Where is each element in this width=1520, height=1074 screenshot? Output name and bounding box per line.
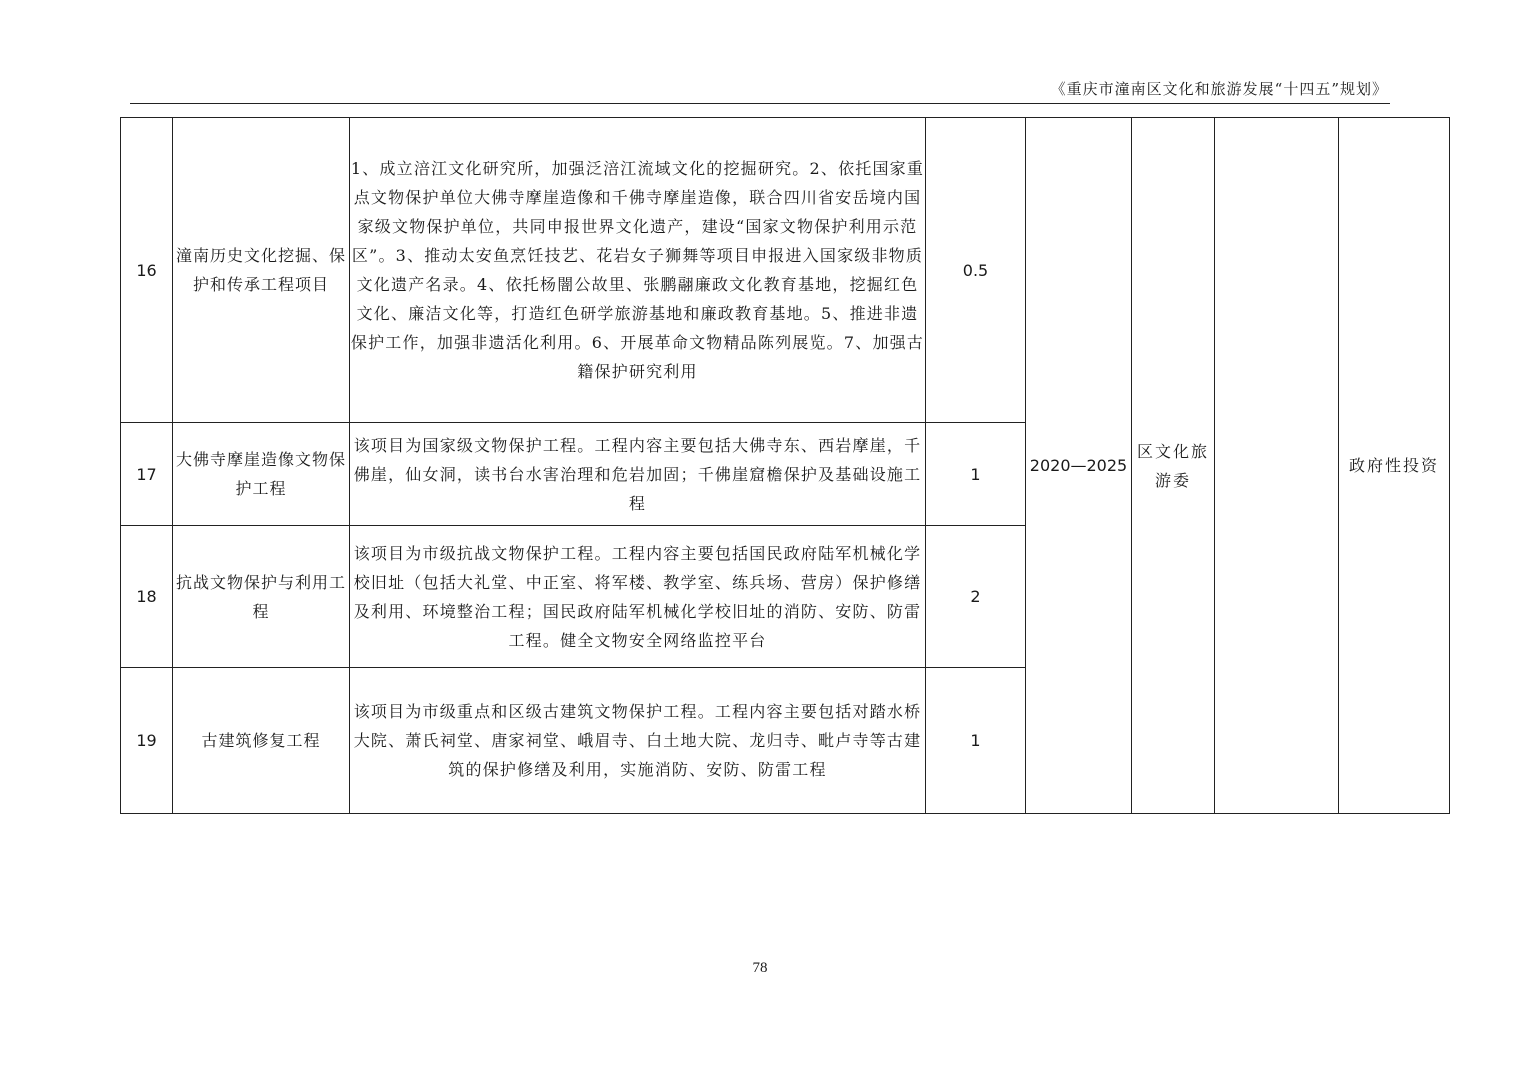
row-number: 17 [121, 423, 173, 526]
table-row [121, 118, 1450, 423]
document-header-title: 《重庆市潼南区文化和旅游发展“十四五”规划》 [1050, 80, 1388, 98]
project-name: 大佛寺摩崖造像文物保护工程 [173, 423, 350, 526]
project-content-text: 1、成立涪江文化研究所，加强泛涪江流域文化的挖掘研究。2、依托国家重点文物保护单位大佛寺摩崖造像和千佛寺摩崖造像，联合四川省安岳境内国家级文物保护单位，共同申报世界文化遗产，建设“国家文物保护利用示范区”。3、推动太安鱼烹饪技艺、花岩女子狮舞等项目申报进入国家级非物质文化遗产名录。4、依托杨闇公故里、张鹏翮廉政文化教育基地，挖掘红色文化、廉洁文化等，打造红色研学旅游基地和廉政教育基地。5、推进非遗保护工作，加强非遗活化利用。6、开展革命文物精品陈列展览。7、加强古籍保护研究利用 [350, 159, 925, 381]
project-name: 抗战文物保护与利用工程 [173, 526, 350, 668]
page-number: 78 [752, 960, 768, 976]
row-number: 18 [121, 526, 173, 668]
project-content [350, 668, 926, 814]
blank-cell [1215, 118, 1339, 814]
project-content [350, 423, 926, 526]
project-content-text: 该项目为国家级文物保护工程。工程内容主要包括大佛寺东、西岩摩崖，千佛崖，仙女洞，读书台水害治理和危岩加固；千佛崖窟檐保护及基础设施工程 [353, 435, 922, 513]
investment-amount: 2 [926, 526, 1026, 668]
funding-source: 政府性投资 [1339, 118, 1450, 814]
investment-amount: 1 [926, 423, 1026, 526]
investment-amount: 0.5 [926, 118, 1026, 423]
project-name: 潼南历史文化挖掘、保护和传承工程项目 [173, 118, 350, 423]
header-divider [130, 103, 1390, 104]
project-name: 古建筑修复工程 [173, 668, 350, 814]
project-table [120, 117, 1450, 814]
row-number: 19 [121, 668, 173, 814]
investment-amount: 1 [926, 668, 1026, 814]
responsible-unit: 区文化旅游委 [1132, 118, 1215, 814]
project-content-text: 该项目为市级重点和区级古建筑文物保护工程。工程内容主要包括对踏水桥大院、萧氏祠堂、唐家祠堂、峨眉寺、白土地大院、龙归寺、毗卢寺等古建筑的保护修缮及利用，实施消防、安防、防雷工程 [353, 702, 922, 779]
project-content [350, 526, 926, 668]
row-number: 16 [121, 118, 173, 423]
project-content [350, 118, 926, 423]
project-content-text: 该项目为市级抗战文物保护工程。工程内容主要包括国民政府陆军机械化学校旧址（包括大礼堂、中正室、将军楼、教学室、练兵场、营房）保护修缮及利用、环境整治工程；国民政府陆军机械化学校旧址的消防、安防、防雷工程。健全文物安全网络监控平台 [353, 543, 922, 650]
construction-period: 2020—2025 [1026, 118, 1132, 814]
